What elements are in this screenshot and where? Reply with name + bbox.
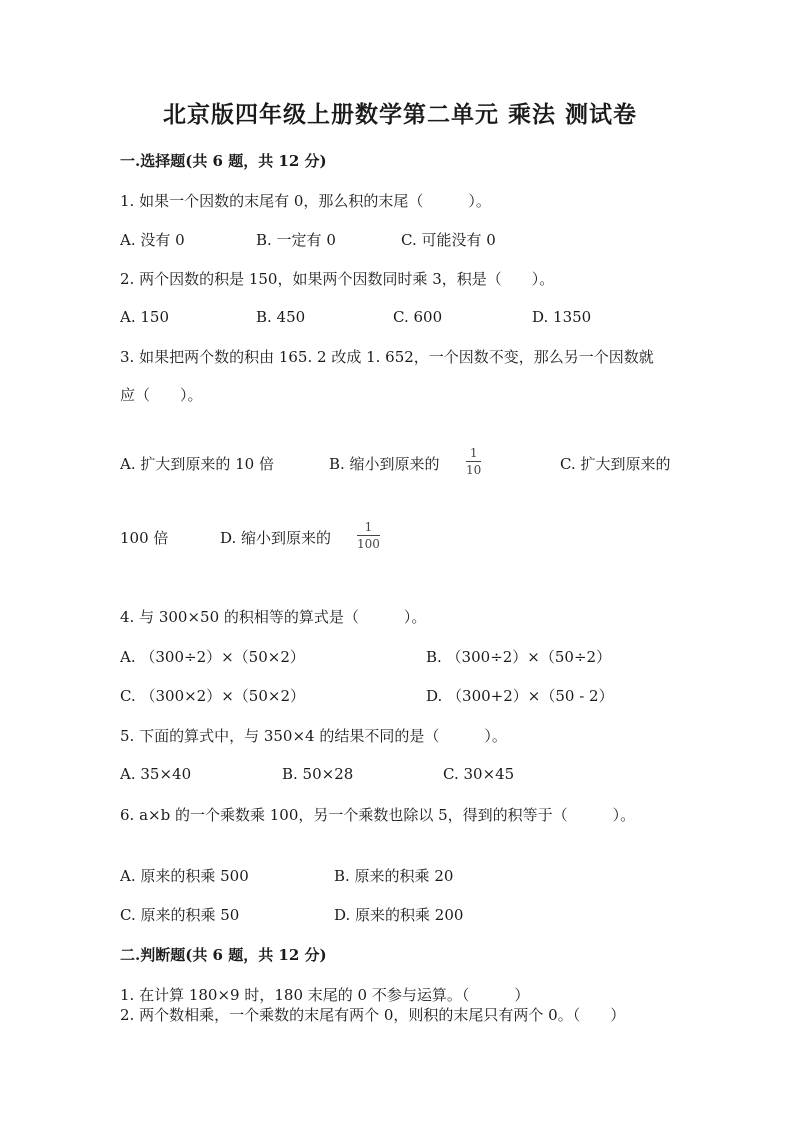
question-6-option-a: A. 原来的积乘 500 bbox=[120, 867, 249, 885]
question-1-option-c: C. 可能没有 0 bbox=[401, 231, 496, 249]
question-6-text: 6. a×b 的一个乘数乘 100，另一个乘数也除以 5，得到的积等于（ ）。 bbox=[120, 806, 636, 824]
question-4-option-b: B. （300÷2）×（50÷2） bbox=[426, 648, 612, 666]
fraction-bar bbox=[357, 535, 380, 536]
question-3-option-a: A. 扩大到原来的 10 倍 bbox=[120, 455, 274, 473]
question-3-option-b: B. 缩小到原来的 bbox=[329, 455, 440, 473]
question-2-option-c: C. 600 bbox=[393, 308, 443, 326]
question-2-text: 2. 两个因数的积是 150，如果两个因数同时乘 3，积是（ ）。 bbox=[120, 270, 555, 288]
question-3-option-d-fraction bbox=[357, 520, 380, 551]
question-5-option-c: C. 30×45 bbox=[443, 765, 515, 783]
question-3-text-line2: 应（ ）。 bbox=[120, 386, 203, 404]
question-1-option-b: B. 一定有 0 bbox=[256, 231, 336, 249]
judgement-question-1: 1. 在计算 180×9 时，180 末尾的 0 不参与运算。（ ） bbox=[120, 986, 530, 1004]
section-heading-judgement: 二.判断题(共 6 题，共 12 分) bbox=[120, 946, 327, 964]
question-6-option-b: B. 原来的积乘 20 bbox=[334, 867, 454, 885]
question-1-option-a: A. 没有 0 bbox=[120, 231, 185, 249]
fraction-denominator: 100 bbox=[357, 537, 380, 551]
question-2-option-d: D. 1350 bbox=[532, 308, 592, 326]
question-1-text: 1. 如果一个因数的末尾有 0，那么积的末尾（ ）。 bbox=[120, 192, 491, 210]
question-5-text: 5. 下面的算式中，与 350×4 的结果不同的是（ ）。 bbox=[120, 727, 507, 745]
question-5-option-b: B. 50×28 bbox=[282, 765, 354, 783]
question-6-option-c: C. 原来的积乘 50 bbox=[120, 906, 240, 924]
judgement-question-2: 2. 两个数相乘，一个乘数的末尾有两个 0，则积的末尾只有两个 0。（ ） bbox=[120, 1006, 626, 1024]
question-3-option-c: C. 扩大到原来的 bbox=[560, 455, 671, 473]
fraction-denominator: 10 bbox=[466, 463, 482, 477]
fraction-numerator: 1 bbox=[469, 446, 478, 460]
question-3-text-line1: 3. 如果把两个数的积由 165. 2 改成 1. 652，一个因数不变，那么另一个因数就 bbox=[120, 348, 654, 366]
question-4-option-c: C. （300×2）×（50×2） bbox=[120, 687, 305, 705]
section-heading-choice: 一.选择题(共 6 题，共 12 分) bbox=[120, 152, 327, 170]
question-3-option-b-fraction bbox=[466, 446, 481, 477]
question-2-option-b: B. 450 bbox=[256, 308, 306, 326]
question-4-option-d: D. （300+2）×（50 - 2） bbox=[426, 687, 614, 705]
question-3-option-c-continued: 100 倍 bbox=[120, 529, 169, 547]
fraction-numerator: 1 bbox=[364, 520, 373, 534]
page-title: 北京版四年级上册数学第二单元 乘法 测试卷 bbox=[162, 101, 637, 128]
question-5-option-a: A. 35×40 bbox=[120, 765, 192, 783]
question-4-option-a: A. （300÷2）×（50×2） bbox=[120, 648, 305, 666]
question-2-option-a: A. 150 bbox=[120, 308, 169, 326]
question-3-option-d: D. 缩小到原来的 bbox=[220, 529, 332, 547]
question-6-option-d: D. 原来的积乘 200 bbox=[334, 906, 464, 924]
question-4-text: 4. 与 300×50 的积相等的算式是（ ）。 bbox=[120, 608, 427, 626]
fraction-bar bbox=[466, 461, 481, 462]
